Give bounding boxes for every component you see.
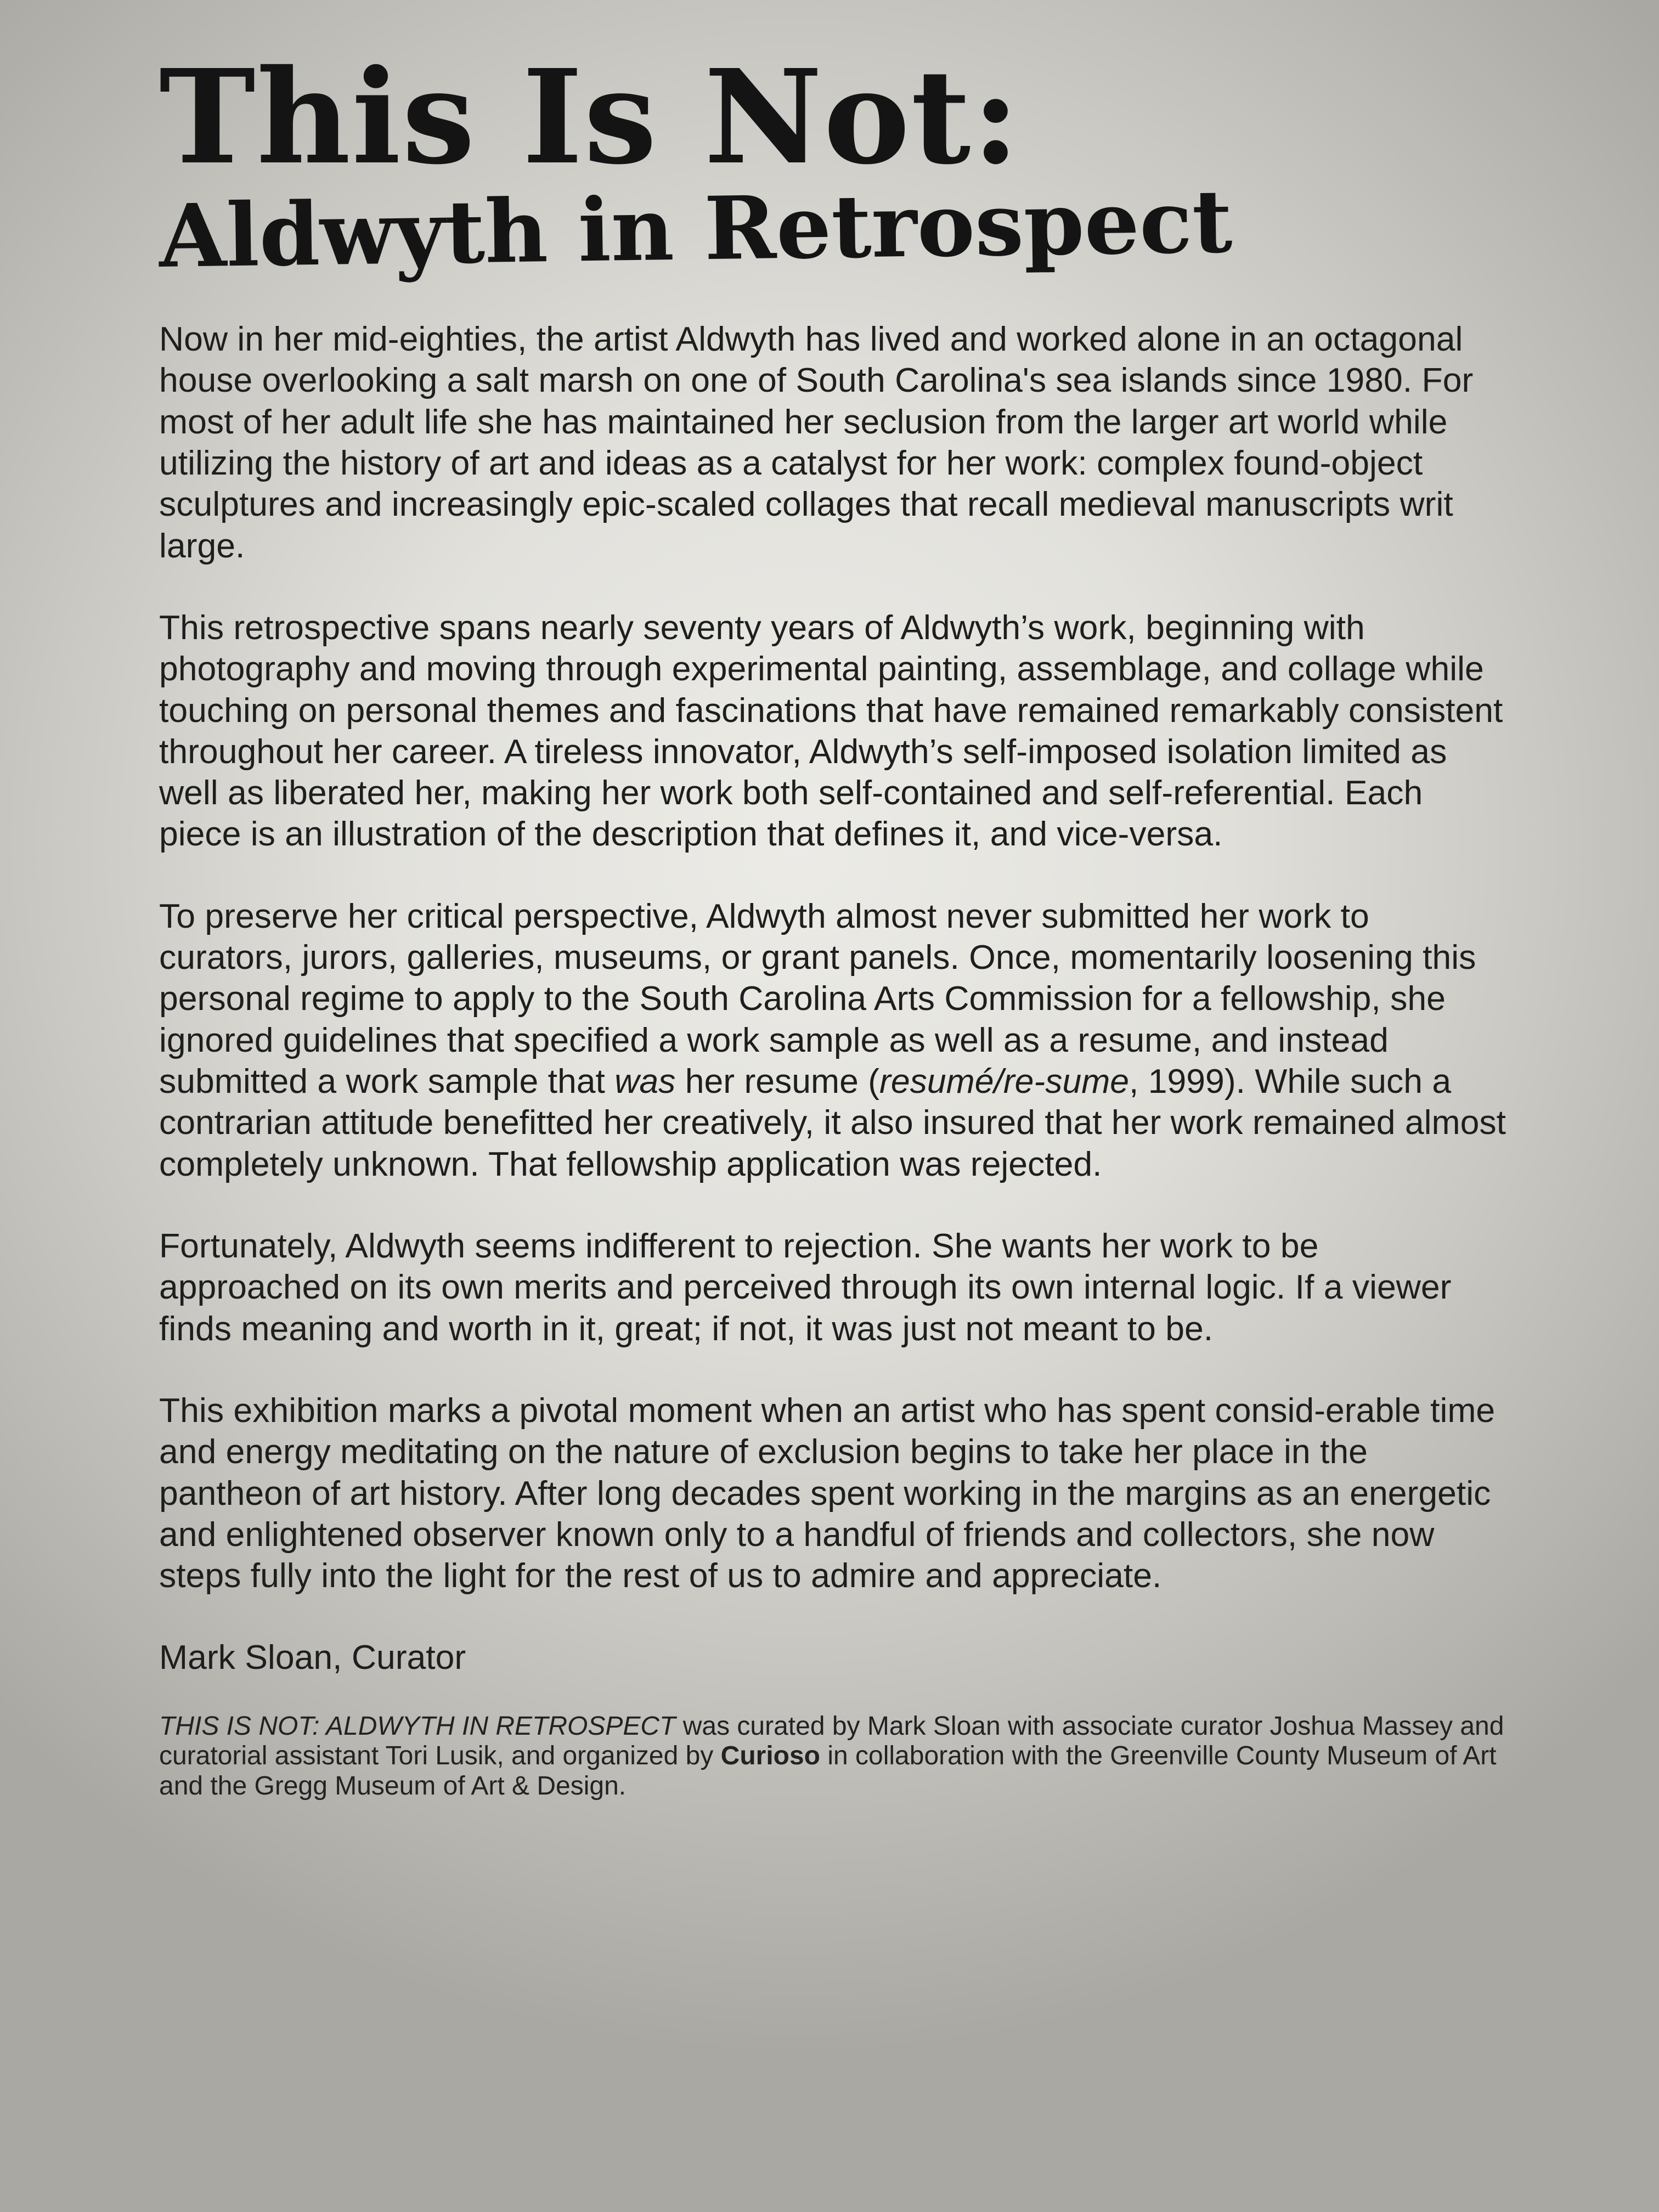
credit-text-end: in collaboration with the Greenville County Museum of Art and the Gregg Museum of Art & Design.	[159, 1741, 1497, 1801]
exhibition-title: This Is Not:	[159, 41, 1021, 193]
paragraph-exhibition-text: This exhibition marks a pivotal moment when an artist who has spent consid-erable time and energy meditating on the nature of exclusion begins to take her place in the pantheon of art history. After long decades spent working in the margins as an energetic and enlightened observer known only to a handful of friends and collectors, she now steps fully into the light for the rest of us to admire and appreciate.	[159, 1391, 1496, 1595]
paragraph-intro	[159, 319, 1509, 567]
wall-text-panel	[158, 41, 1509, 1802]
paragraph-perspective-text-start: To preserve her critical perspective, Aldwyth almost never submitted her work to curators, jurors, galleries, museums, or grant panels. Once, momentarily loosening this personal regime to apply to the South Carolina Arts Commission for a fellowship, she ignored guidelines that specified a work sample as well as a resume, and instead submitted a work sample that	[159, 896, 1476, 1101]
curator-signature: Mark Sloan, Curator	[159, 1638, 466, 1677]
paragraph-perspective-italic-title: resumé/re-sume	[879, 1062, 1130, 1101]
credit-organizer: Curioso	[720, 1741, 820, 1771]
paragraph-perspective-text-mid: her resume (	[675, 1062, 880, 1101]
exhibition-subtitle: Aldwyth in Retrospect	[158, 171, 1233, 287]
paragraph-rejection-text: Fortunately, Aldwyth seems indifferent to rejection. She wants her work to be approached on its own merits and perceived through its own internal logic. If a viewer finds meaning and worth in it, great; if not, it was just not meant to be.	[159, 1226, 1452, 1348]
credit-exhibition-title: THIS IS NOT: ALDWYTH IN RETROSPECT	[159, 1711, 676, 1741]
credit-line	[159, 1712, 1509, 1802]
credit-text-start: was curated by Mark Sloan with associate curator Joshua Massey and curatorial assistant Tori Lusik, and organized by	[159, 1711, 1504, 1771]
paragraph-retrospective-text: This retrospective spans nearly seventy years of Aldwyth’s work, beginning with photography and moving through experimental painting, assemblage, and collage while touching on personal themes and fascinations that have remained remarkably consistent throughout her career. A tireless innovator, Aldwyth’s self-imposed isolation limited as well as liberated her, making her work both self-contained and self-referential. Each piece is an illustration of the description that defines it, and vice-versa.	[159, 608, 1503, 854]
paragraph-retrospective	[159, 607, 1509, 855]
paragraph-perspective	[159, 896, 1509, 1185]
wall-text-body	[159, 319, 1509, 1679]
paragraph-perspective-italic-was: was	[614, 1062, 676, 1101]
paragraph-intro-text: Now in her mid-eighties, the artist Aldwyth has lived and worked alone in an octagonal house overlooking a salt marsh on one of South Carolina's sea islands since 1980. For most of her adult life she has maintained her seclusion from the larger art world while utilizing the history of art and ideas as a catalyst for her work: complex found-object sculptures and increasingly epic-scaled collages that recall medieval manuscripts writ large.	[159, 320, 1474, 565]
paragraph-perspective-text-end: , 1999). While such a contrarian attitude benefitted her creatively, it also insured that her work remained almost completely unknown. That fellowship application was rejected.	[159, 1062, 1506, 1183]
paragraph-exhibition	[159, 1390, 1509, 1597]
paragraph-rejection	[159, 1226, 1509, 1350]
